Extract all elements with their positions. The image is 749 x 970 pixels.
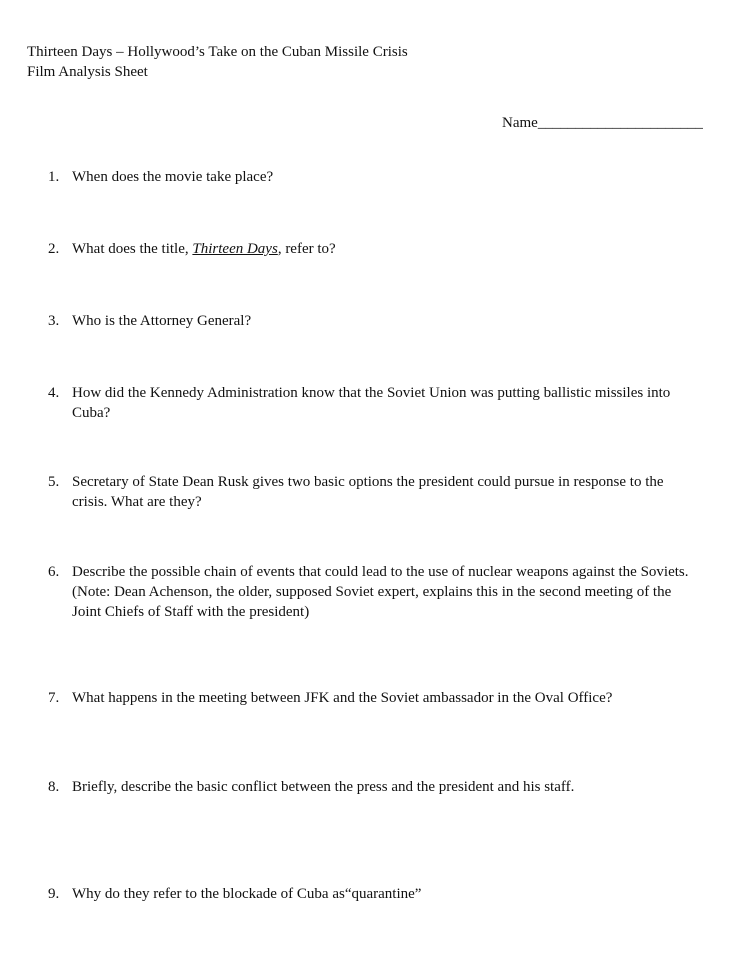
question-text-after: , refer to? <box>277 241 336 257</box>
question-text: Briefly, describe the basic conflict between the press and the president and his staff. <box>72 779 575 795</box>
question-number: 2. <box>48 241 60 257</box>
question-text: How did the Kennedy Administration know that the Soviet Union was putting ballistic missiles into Cuba? <box>72 385 671 421</box>
question-text: Secretary of State Dean Rusk gives two basic options the president could pursue in response to the crisis. What are they? <box>72 474 664 510</box>
question-number: 7. <box>48 690 60 706</box>
question-number: 9. <box>48 886 60 902</box>
question-text: What happens in the meeting between JFK and the Soviet ambassador in the Oval Office? <box>72 690 613 706</box>
name-label: Name <box>502 115 538 131</box>
document-title: Thirteen Days – Hollywood’s Take on the Cuban Missile Crisis <box>27 44 408 60</box>
question-text: Who is the Attorney General? <box>72 313 252 329</box>
question-number: 6. <box>48 564 60 580</box>
question-text: Describe the possible chain of events that could lead to the use of nuclear weapons against the Soviets. (Note: Dean Achenson, the older, supposed Soviet expert, explains this in the second meeting of the Joint Chiefs of Staff with the president) <box>72 564 689 620</box>
film-title: Thirteen Days <box>192 241 278 257</box>
question-text <box>72 239 692 259</box>
question-text: Why do they refer to the blockade of Cuba as“quarantine” <box>72 886 422 902</box>
question-number: 3. <box>48 313 60 329</box>
document-header <box>27 42 408 82</box>
question-number: 8. <box>48 779 60 795</box>
question-text-before: What does the title, <box>72 241 193 257</box>
question-number: 1. <box>48 169 60 185</box>
question-number: 5. <box>48 474 60 490</box>
document-subtitle: Film Analysis Sheet <box>27 64 148 80</box>
question-number: 4. <box>48 385 60 401</box>
name-field[interactable] <box>502 113 703 133</box>
name-blank-line[interactable]: ______________________ <box>537 115 703 131</box>
question-text: When does the movie take place? <box>72 169 274 185</box>
